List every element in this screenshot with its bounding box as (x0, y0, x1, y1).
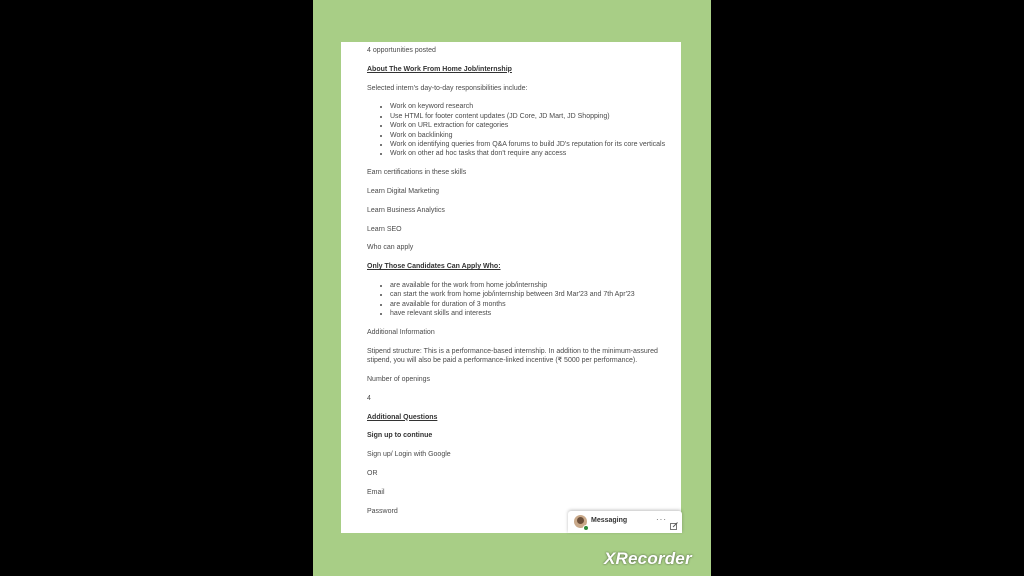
online-status-dot (583, 525, 589, 531)
additional-questions: Additional Questions (367, 413, 438, 421)
list-item: • Work on other ad hoc tasks that don't require any access (390, 149, 667, 158)
list-item: • have relevant skills and interests (390, 309, 667, 318)
list-item: • Work on backlinking (390, 131, 667, 140)
messaging-bar[interactable] (568, 511, 682, 533)
cert-digital-marketing[interactable]: Learn Digital Marketing (367, 188, 439, 196)
messaging-label[interactable]: Messaging (591, 517, 628, 524)
responsibilities-intro: Selected intern's day-to-day responsibilities include: (367, 84, 528, 92)
opportunities-posted: 4 opportunities posted (367, 47, 436, 54)
responsibilities-list (367, 102, 667, 158)
cert-business-analytics[interactable]: Learn Business Analytics (367, 206, 445, 214)
list-item: • Work on keyword research (390, 102, 667, 111)
password-label: Password (367, 507, 398, 515)
sign-up-heading: Sign up to continue (367, 432, 433, 440)
job-listing-content (367, 46, 667, 525)
criteria-list (367, 281, 667, 319)
list-item: • can start the work from home job/internship between 3rd Mar'23 and 7th Apr'23 (390, 290, 667, 299)
certifications-heading: Earn certifications in these skills (367, 169, 467, 177)
list-item: • Work on URL extraction for categories (390, 121, 667, 130)
job-listing-page (341, 42, 681, 533)
about-heading: About The Work From Home Job/internship (367, 65, 512, 73)
list-item: • Work on identifying queries from Q&A forums to build JD's reputation for its core verticals (390, 140, 667, 149)
google-login-button[interactable]: Sign up/ Login with Google (367, 451, 451, 459)
only-candidates-heading: Only Those Candidates Can Apply Who: (367, 263, 501, 271)
list-item: • are available for duration of 3 months (390, 300, 667, 309)
list-item: • Use HTML for footer content updates (JD Core, JD Mart, JD Shopping) (390, 112, 667, 121)
number-of-openings-value: 4 (367, 394, 371, 402)
email-label: Email (367, 488, 385, 496)
compose-icon[interactable] (670, 517, 678, 525)
or-divider: OR (367, 470, 378, 477)
cert-seo[interactable]: Learn SEO (367, 225, 402, 233)
xrecorder-watermark: XRecorder (604, 549, 692, 568)
more-options-icon[interactable]: ··· (656, 515, 667, 524)
number-of-openings-label: Number of openings (367, 376, 431, 384)
who-can-apply: Who can apply (367, 244, 414, 252)
additional-information: Additional Information (367, 329, 435, 337)
stipend-text: Stipend structure: This is a performance-based internship. In addition to the minimum-assured stipend, you will also be paid a performance-linked incentive (₹ 5000 per performance). (367, 347, 658, 365)
list-item: • are available for the work from home job/internship (390, 281, 667, 290)
